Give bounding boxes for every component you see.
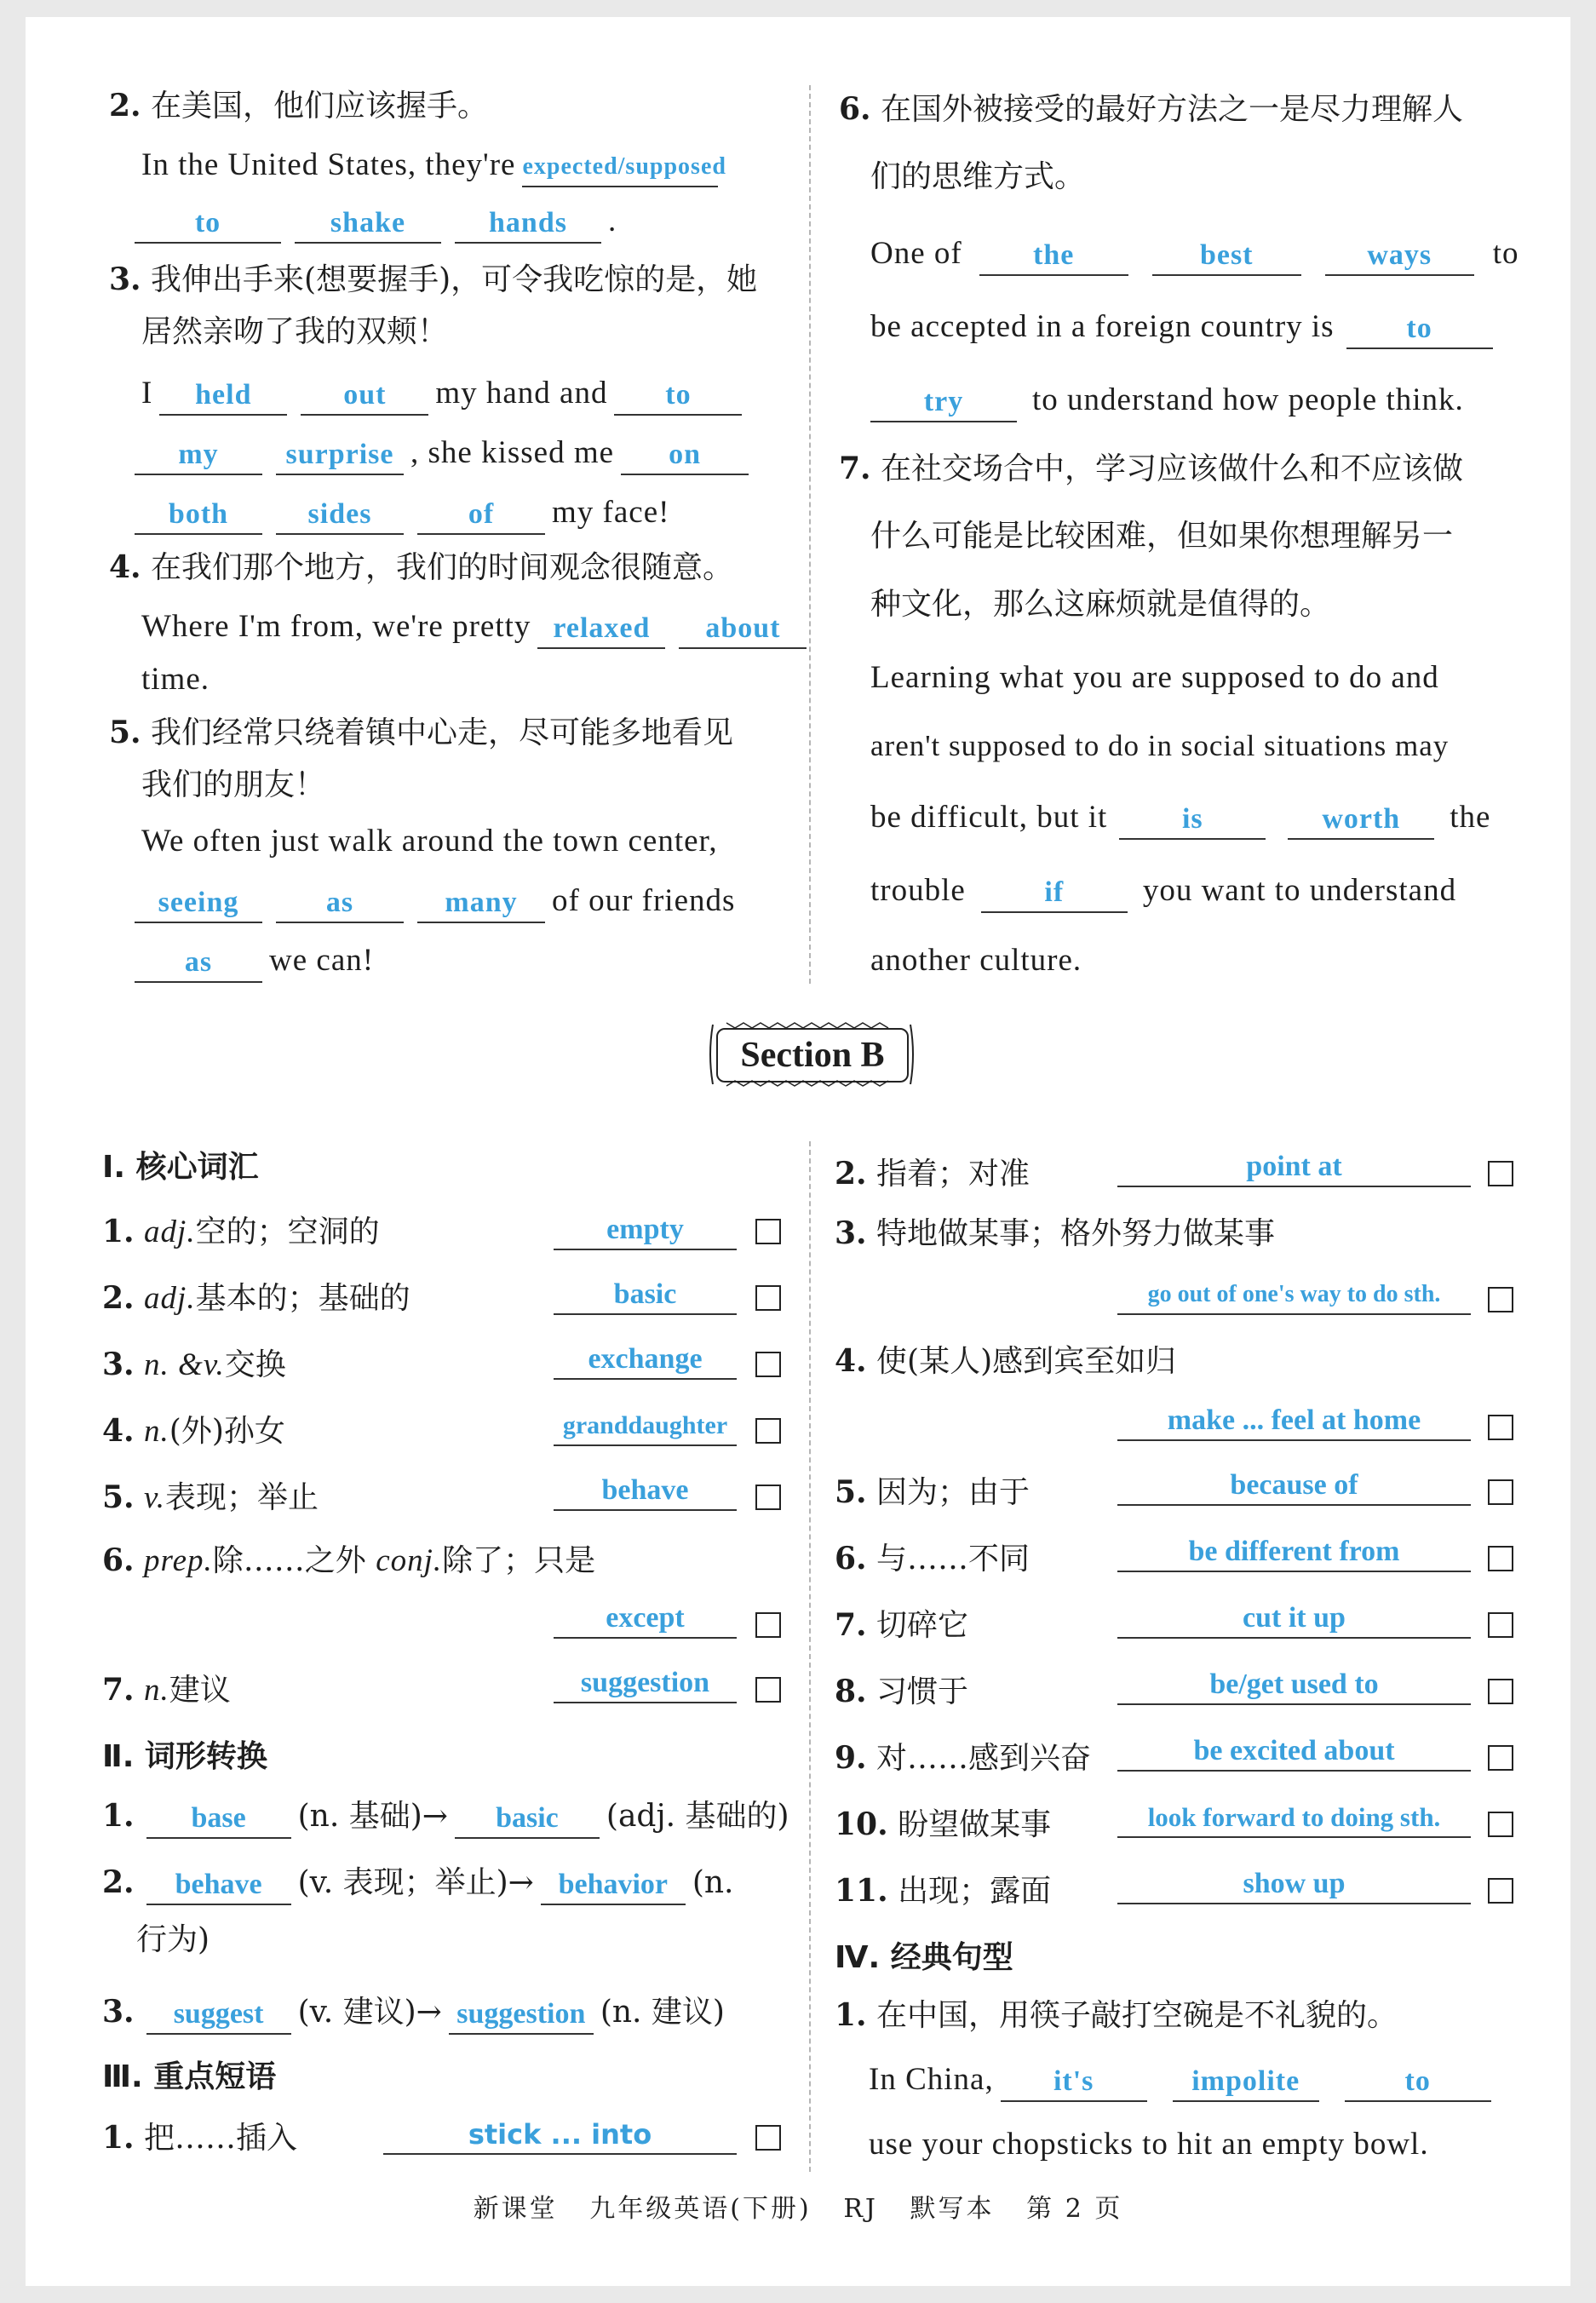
sentence-1-chinese: 1. 在中国，用筷子敲打空碗是不礼貌的。 (835, 1997, 1398, 2033)
phrase-checkbox-1[interactable] (755, 2125, 781, 2151)
vocab-item-7: 7. n.建议 (102, 1672, 231, 1708)
q6-blank-4[interactable]: to (1346, 310, 1493, 349)
q2-english-1: In the United States, they're expected/supposed (141, 143, 725, 187)
column-divider-bottom (809, 1141, 811, 2172)
q4-blank-1[interactable]: relaxed (537, 610, 665, 649)
phrase-item-4: 4. 使(某人)感到宾至如归 (835, 1343, 1177, 1379)
q7-blank-3[interactable]: if (981, 874, 1128, 913)
q2-chinese: 2. 在美国，他们应该握手。 (109, 88, 489, 123)
forms-1-blank-2[interactable]: basic (455, 1800, 600, 1839)
footer-edition: RJ (843, 2194, 878, 2224)
q2-blank-2[interactable]: to (135, 204, 281, 244)
vocab-answer-6[interactable]: except (554, 1599, 737, 1639)
q3-english-2: my surprise , she kissed me on (135, 431, 755, 475)
q3-english-1: I held out my hand and to (141, 371, 749, 416)
forms-3-blank-1[interactable]: suggest (146, 1996, 291, 2035)
forms-row-2-cont: 行为) (136, 1922, 210, 1957)
phrase-item-3: 3. 特地做某事；格外努力做某事 (835, 1215, 1276, 1251)
vocab-checkbox-6[interactable] (755, 1612, 781, 1638)
q7-english-5: another culture. (870, 943, 1082, 978)
sentence-1-english-1: In China, it's impolite to (869, 2058, 1498, 2102)
q5-blank-4[interactable]: as (135, 944, 262, 983)
q3-blank-7[interactable]: both (135, 496, 262, 535)
forms-heading: Ⅱ. 词形转换 (102, 1739, 267, 1774)
vocab-checkbox-2[interactable] (755, 1285, 781, 1311)
q2-blank-3[interactable]: shake (295, 204, 441, 244)
q3-chinese-2: 居然亲吻了我的双颊！ (141, 314, 449, 349)
vocab-answer-2[interactable]: basic (554, 1276, 737, 1315)
footer-book: 新课堂 (473, 2194, 558, 2224)
phrase-item-1: 1. 把……插入 (102, 2120, 298, 2156)
footer-type: 默写本 (910, 2194, 995, 2224)
phrase-answer-5[interactable]: because of (1117, 1467, 1471, 1506)
q3-blank-8[interactable]: sides (276, 496, 404, 535)
phrase-answer-11[interactable]: show up (1117, 1865, 1471, 1904)
q3-blank-6[interactable]: on (621, 436, 749, 475)
q3-blank-1[interactable]: held (159, 376, 287, 416)
q5-blank-1[interactable]: seeing (135, 884, 262, 923)
q6-english-1: One of the best ways to (870, 232, 1519, 276)
q7-blank-1[interactable]: is (1119, 801, 1266, 840)
phrase-answer-10[interactable]: look forward to doing sth. (1117, 1799, 1471, 1838)
vocab-checkbox-5[interactable] (755, 1485, 781, 1510)
q6-chinese-2: 们的思维方式。 (870, 159, 1086, 194)
q4-chinese: 4. 在我们那个地方，我们的时间观念很随意。 (109, 549, 734, 585)
q3-english-3: both sides of my face! (135, 491, 669, 535)
q6-english-3: try to understand how people think. (870, 378, 1464, 422)
phrase-item-6: 6. 与……不同 (835, 1541, 1031, 1576)
q7-english-1: Learning what you are supposed to do and (870, 660, 1439, 695)
vocab-item-4: 4. n.(外)孙女 (102, 1413, 285, 1449)
forms-2-blank-2[interactable]: behavior (541, 1866, 686, 1905)
phrase-checkbox-2[interactable] (1488, 1161, 1513, 1186)
q6-blank-5[interactable]: try (870, 383, 1017, 422)
phrase-item-10: 10. 盼望做某事 (835, 1806, 1052, 1842)
column-divider-top (809, 85, 811, 984)
sentences-heading: Ⅳ. 经典句型 (835, 1940, 1013, 1975)
vocab-checkbox-1[interactable] (755, 1219, 781, 1244)
q4-english-1: Where I'm from, we're pretty relaxed about (141, 605, 813, 649)
q2-blank-4[interactable]: hands (455, 204, 601, 244)
phrase-item-7: 7. 切碎它 (835, 1607, 969, 1643)
forms-1-blank-1[interactable]: base (146, 1800, 291, 1839)
section-title: Section B (716, 1028, 909, 1083)
vocab-answer-7[interactable]: suggestion (554, 1664, 737, 1703)
footer-page-number: 第 2 页 (1026, 2194, 1123, 2224)
phrases-heading: Ⅲ. 重点短语 (102, 2059, 277, 2094)
phrase-answer-6[interactable]: be different from (1117, 1533, 1471, 1572)
q7-chinese-3: 种文化，那么这麻烦就是值得的。 (870, 587, 1331, 622)
q5-blank-2[interactable]: as (276, 884, 404, 923)
forms-3-blank-2[interactable]: suggestion (449, 1996, 594, 2035)
phrase-answer-2[interactable]: point at (1117, 1148, 1471, 1187)
phrase-checkbox-5[interactable] (1488, 1479, 1513, 1505)
q6-blank-1[interactable]: the (979, 237, 1128, 276)
q7-chinese-1: 7. 在社交场合中，学习应该做什么和不应该做 (839, 451, 1464, 486)
vocab-answer-3[interactable]: exchange (554, 1341, 737, 1380)
phrase-answer-9[interactable]: be excited about (1117, 1732, 1471, 1772)
footer-grade: 九年级英语(下册) (589, 2194, 812, 2224)
vocab-item-6: 6. prep.除……之外 conj.除了；只是 (102, 1542, 596, 1578)
sentence-1-english-2: use your chopsticks to hit an empty bowl. (869, 2127, 1429, 2162)
vocab-answer-4[interactable]: granddaughter (554, 1407, 737, 1446)
vocab-answer-5[interactable]: behave (554, 1472, 737, 1511)
vocab-item-2: 2. adj.基本的；基础的 (102, 1280, 410, 1316)
phrase-checkbox-10[interactable] (1488, 1812, 1513, 1837)
q3-blank-2[interactable]: out (301, 376, 428, 416)
q3-chinese-1: 3. 我伸出手来(想要握手)，可令我吃惊的是，她 (109, 261, 758, 297)
phrase-answer-1[interactable]: stick ... into (383, 2116, 737, 2155)
sentence-1-blank-3[interactable]: to (1345, 2063, 1491, 2102)
phrase-item-9: 9. 对……感到兴奋 (835, 1740, 1092, 1776)
vocab-checkbox-3[interactable] (755, 1352, 781, 1377)
sentence-1-blank-2[interactable]: impolite (1173, 2063, 1319, 2102)
q4-blank-2[interactable]: about (679, 610, 807, 649)
phrase-checkbox-4[interactable] (1488, 1415, 1513, 1440)
vocab-item-5: 5. v.表现；举止 (102, 1479, 319, 1515)
q2-english-2: to shake hands . (135, 199, 617, 244)
phrase-checkbox-6[interactable] (1488, 1546, 1513, 1571)
forms-row-1: 1. base (n. 基础)→ basic (adj. 基础的) (102, 1794, 789, 1839)
q6-blank-3[interactable]: ways (1325, 237, 1474, 276)
section-b-badge (701, 1016, 922, 1093)
q7-blank-2[interactable]: worth (1288, 801, 1434, 840)
q5-english-2: seeing as many of our friends (135, 879, 735, 923)
phrase-checkbox-3[interactable] (1488, 1287, 1513, 1312)
q5-english-3: as we can! (135, 939, 374, 983)
forms-2-blank-1[interactable]: behave (146, 1866, 291, 1905)
vocab-checkbox-4[interactable] (755, 1418, 781, 1444)
q6-chinese-1: 6. 在国外被接受的最好方法之一是尽力理解人 (839, 91, 1464, 127)
phrase-item-5: 5. 因为；由于 (835, 1474, 1031, 1510)
phrase-answer-7[interactable]: cut it up (1117, 1599, 1471, 1639)
q5-chinese-1: 5. 我们经常只绕着镇中心走，尽可能多地看见 (109, 715, 734, 750)
phrase-answer-8[interactable]: be/get used to (1117, 1666, 1471, 1705)
phrase-checkbox-11[interactable] (1488, 1878, 1513, 1904)
q6-english-2: be accepted in a foreign country is to (870, 305, 1500, 349)
q7-english-3: be difficult, but it is worth the (870, 795, 1490, 840)
q4-english-2: time. (141, 662, 210, 697)
q3-blank-5[interactable]: surprise (276, 436, 404, 475)
q6-blank-2[interactable]: best (1152, 237, 1301, 276)
forms-row-2: 2. behave (v. 表现；举止)→ behavior (n. (102, 1860, 734, 1905)
forms-row-3: 3. suggest (v. 建议)→ suggestion (n. 建议) (102, 1990, 725, 2035)
phrase-item-11: 11. 出现；露面 (835, 1873, 1052, 1909)
vocab-item-1: 1. adj.空的；空洞的 (102, 1214, 380, 1249)
vocab-heading: Ⅰ. 核心词汇 (102, 1150, 259, 1185)
q5-blank-3[interactable]: many (417, 884, 545, 923)
phrase-checkbox-8[interactable] (1488, 1679, 1513, 1704)
vocab-checkbox-7[interactable] (755, 1677, 781, 1703)
q3-blank-4[interactable]: my (135, 436, 262, 475)
vocab-item-3: 3. n. &v.交换 (102, 1347, 286, 1382)
q2-blank-1[interactable]: expected/supposed (522, 148, 718, 187)
phrase-checkbox-7[interactable] (1488, 1612, 1513, 1638)
q7-chinese-2: 什么可能是比较困难，但如果你想理解另一 (870, 519, 1454, 554)
phrase-item-2: 2. 指着；对准 (835, 1156, 1031, 1192)
q7-english-2: aren't supposed to do in social situations may (870, 729, 1450, 762)
phrase-checkbox-9[interactable] (1488, 1745, 1513, 1771)
sentence-1-blank-1[interactable]: it's (1001, 2063, 1147, 2102)
q5-chinese-2: 我们的朋友！ (141, 767, 326, 802)
phrase-item-8: 8. 习惯于 (835, 1674, 969, 1709)
q7-english-4: trouble if you want to understand (870, 869, 1456, 913)
phrase-answer-4[interactable]: make ... feel at home (1117, 1402, 1471, 1441)
q5-english-1: We often just walk around the town center, (141, 824, 718, 859)
q3-blank-3[interactable]: to (614, 376, 742, 416)
q3-blank-9[interactable]: of (417, 496, 545, 535)
vocab-answer-1[interactable]: empty (554, 1211, 737, 1250)
page-footer (0, 2187, 1596, 2225)
phrase-answer-3[interactable]: go out of one's way to do sth. (1117, 1276, 1471, 1315)
